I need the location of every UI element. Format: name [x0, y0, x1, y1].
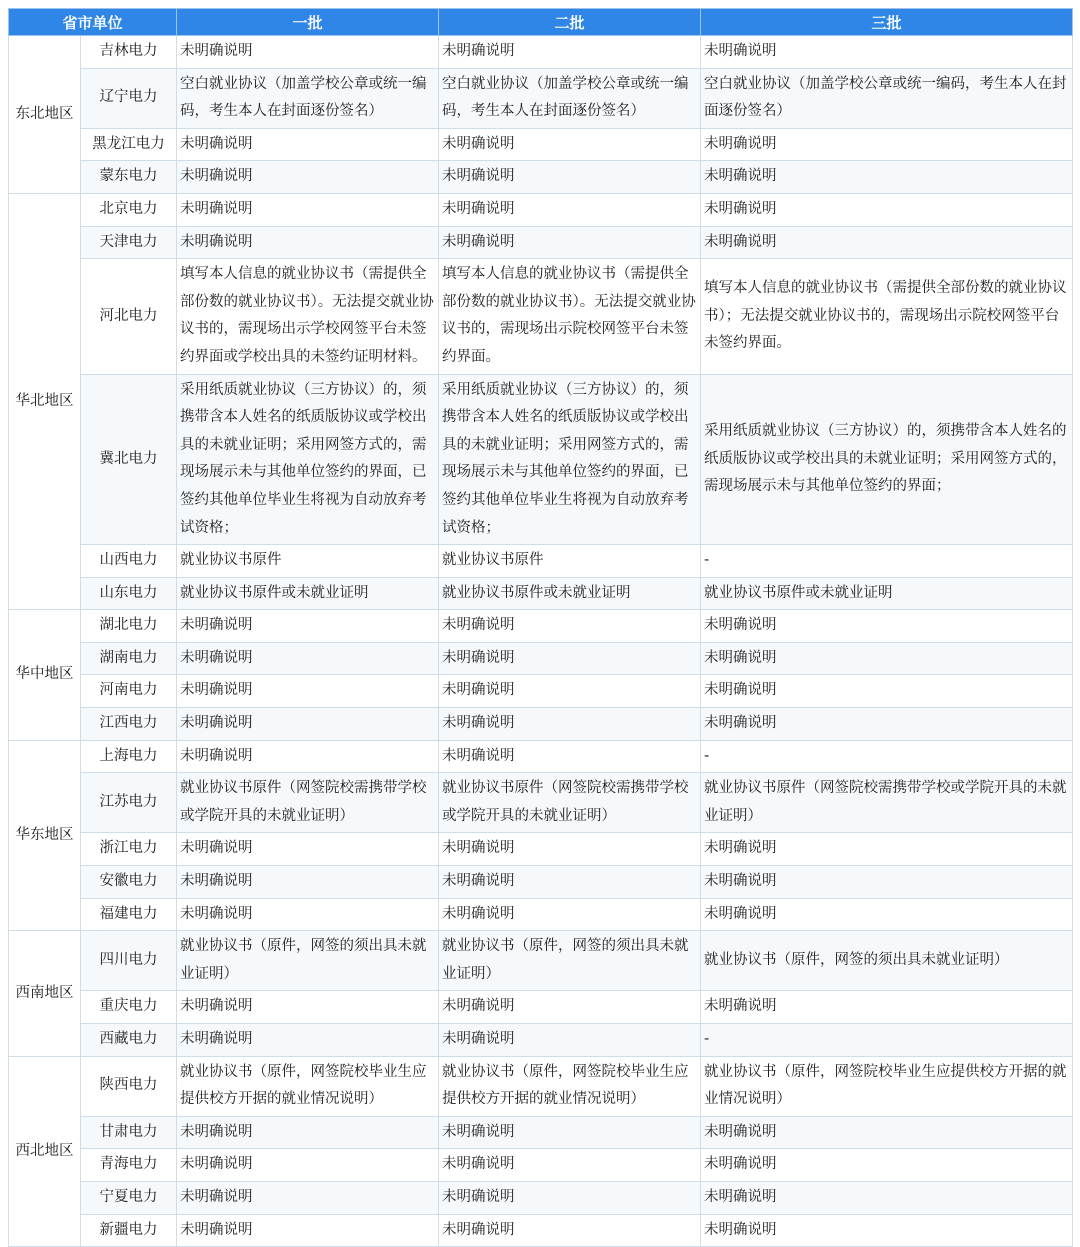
table-row — [9, 259, 1073, 374]
unit-cell: 陕西电力 — [81, 1056, 177, 1116]
batch-2-cell: 未明确说明 — [439, 866, 701, 899]
requirements-table-wrapper — [8, 8, 1072, 1247]
table-row — [9, 226, 1073, 259]
batch-3-cell: 未明确说明 — [701, 642, 1073, 675]
batch-2-cell: 未明确说明 — [439, 1214, 701, 1247]
batch-2-cell: 未明确说明 — [439, 193, 701, 226]
unit-cell: 四川电力 — [81, 931, 177, 991]
batch-1-cell: 空白就业协议（加盖学校公章或统一编码，考生本人在封面逐份签名） — [177, 68, 439, 128]
region-cell: 华中地区 — [9, 610, 81, 740]
batch-2-cell: 就业协议书原件 — [439, 545, 701, 578]
batch-3-cell: 就业协议书（原件，网签的须出具未就业证明） — [701, 931, 1073, 991]
unit-cell: 新疆电力 — [81, 1214, 177, 1247]
table-row — [9, 1056, 1073, 1116]
batch-2-cell: 填写本人信息的就业协议书（需提供全部份数的就业协议书）。无法提交就业协议书的，需现场出示院校网签平台未签约界面。 — [439, 259, 701, 374]
header-batch-3: 三批 — [701, 9, 1073, 36]
batch-2-cell: 未明确说明 — [439, 128, 701, 161]
batch-1-cell: 就业协议书原件（网签院校需携带学校或学院开具的未就业证明） — [177, 773, 439, 833]
region-cell: 东北地区 — [9, 36, 81, 194]
batch-3-cell: 未明确说明 — [701, 1181, 1073, 1214]
batch-1-cell: 填写本人信息的就业协议书（需提供全部份数的就业协议书）。无法提交就业协议书的，需现场出示学校网签平台未签约界面或学校出具的未签约证明材料。 — [177, 259, 439, 374]
batch-3-cell: 空白就业协议（加盖学校公章或统一编码，考生本人在封面逐份签名） — [701, 68, 1073, 128]
batch-1-cell: 未明确说明 — [177, 708, 439, 741]
batch-3-cell: - — [701, 545, 1073, 578]
batch-2-cell: 未明确说明 — [439, 161, 701, 194]
batch-3-cell: 未明确说明 — [701, 128, 1073, 161]
unit-cell: 浙江电力 — [81, 833, 177, 866]
batch-3-cell: - — [701, 740, 1073, 773]
table-row — [9, 991, 1073, 1024]
table-row — [9, 1181, 1073, 1214]
batch-3-cell: 未明确说明 — [701, 193, 1073, 226]
table-row — [9, 1116, 1073, 1149]
unit-cell: 河南电力 — [81, 675, 177, 708]
batch-2-cell: 未明确说明 — [439, 708, 701, 741]
batch-3-cell: 未明确说明 — [701, 1214, 1073, 1247]
batch-3-cell: 未明确说明 — [701, 1149, 1073, 1182]
batch-2-cell: 未明确说明 — [439, 991, 701, 1024]
table-row — [9, 161, 1073, 194]
table-row — [9, 610, 1073, 643]
batch-1-cell: 未明确说明 — [177, 740, 439, 773]
batch-1-cell: 未明确说明 — [177, 991, 439, 1024]
batch-1-cell: 未明确说明 — [177, 833, 439, 866]
batch-1-cell: 未明确说明 — [177, 642, 439, 675]
batch-1-cell: 就业协议书原件 — [177, 545, 439, 578]
batch-2-cell: 未明确说明 — [439, 675, 701, 708]
batch-3-cell: 填写本人信息的就业协议书（需提供全部份数的就业协议书）；无法提交就业协议书的，需现场出示院校网签平台未签约界面。 — [701, 259, 1073, 374]
table-row — [9, 1214, 1073, 1247]
batch-1-cell: 未明确说明 — [177, 675, 439, 708]
batch-1-cell: 未明确说明 — [177, 1214, 439, 1247]
batch-2-cell: 未明确说明 — [439, 226, 701, 259]
batch-3-cell: 就业协议书原件（网签院校需携带学校或学院开具的未就业证明） — [701, 773, 1073, 833]
unit-cell: 山东电力 — [81, 577, 177, 610]
batch-2-cell: 就业协议书（原件，网签的须出具未就业证明） — [439, 931, 701, 991]
batch-1-cell: 未明确说明 — [177, 610, 439, 643]
region-cell: 华北地区 — [9, 193, 81, 609]
batch-3-cell: 未明确说明 — [701, 610, 1073, 643]
batch-2-cell: 未明确说明 — [439, 1024, 701, 1057]
batch-2-cell: 未明确说明 — [439, 740, 701, 773]
requirements-table — [8, 8, 1073, 1247]
header-row — [9, 9, 1073, 36]
unit-cell: 天津电力 — [81, 226, 177, 259]
batch-2-cell: 未明确说明 — [439, 1116, 701, 1149]
batch-2-cell: 就业协议书（原件，网签院校毕业生应提供校方开据的就业情况说明） — [439, 1056, 701, 1116]
batch-1-cell: 未明确说明 — [177, 1181, 439, 1214]
batch-3-cell: 未明确说明 — [701, 708, 1073, 741]
table-row — [9, 931, 1073, 991]
batch-2-cell: 采用纸质就业协议（三方协议）的，须携带含本人姓名的纸质版协议或学校出具的未就业证明；采用网签方式的，需现场展示未与其他单位签约的界面，已签约其他单位毕业生将视为自动放弃考试资格； — [439, 374, 701, 545]
batch-1-cell: 就业协议书原件或未就业证明 — [177, 577, 439, 610]
table-row — [9, 545, 1073, 578]
batch-1-cell: 采用纸质就业协议（三方协议）的，须携带含本人姓名的纸质版协议或学校出具的未就业证明；采用网签方式的，需现场展示未与其他单位签约的界面，已签约其他单位毕业生将视为自动放弃考试资格； — [177, 374, 439, 545]
unit-cell: 黑龙江电力 — [81, 128, 177, 161]
table-row — [9, 68, 1073, 128]
table-body — [9, 36, 1073, 1247]
batch-3-cell: 未明确说明 — [701, 833, 1073, 866]
table-row — [9, 642, 1073, 675]
batch-1-cell: 未明确说明 — [177, 161, 439, 194]
unit-cell: 福建电力 — [81, 898, 177, 931]
batch-3-cell: 未明确说明 — [701, 226, 1073, 259]
unit-cell: 冀北电力 — [81, 374, 177, 545]
region-cell: 西北地区 — [9, 1056, 81, 1247]
batch-2-cell: 就业协议书原件或未就业证明 — [439, 577, 701, 610]
batch-2-cell: 未明确说明 — [439, 1149, 701, 1182]
unit-cell: 上海电力 — [81, 740, 177, 773]
batch-3-cell: 未明确说明 — [701, 36, 1073, 69]
batch-2-cell: 未明确说明 — [439, 898, 701, 931]
unit-cell: 吉林电力 — [81, 36, 177, 69]
unit-cell: 安徽电力 — [81, 866, 177, 899]
table-row — [9, 773, 1073, 833]
unit-cell: 江苏电力 — [81, 773, 177, 833]
unit-cell: 河北电力 — [81, 259, 177, 374]
table-row — [9, 128, 1073, 161]
unit-cell: 山西电力 — [81, 545, 177, 578]
unit-cell: 江西电力 — [81, 708, 177, 741]
region-cell: 西南地区 — [9, 931, 81, 1056]
table-row — [9, 866, 1073, 899]
table-row — [9, 833, 1073, 866]
table-row — [9, 675, 1073, 708]
unit-cell: 湖北电力 — [81, 610, 177, 643]
batch-3-cell: 采用纸质就业协议（三方协议）的，须携带含本人姓名的纸质版协议或学校出具的未就业证明；采用网签方式的，需现场展示未与其他单位签约的界面； — [701, 374, 1073, 545]
unit-cell: 宁夏电力 — [81, 1181, 177, 1214]
batch-1-cell: 未明确说明 — [177, 128, 439, 161]
batch-1-cell: 未明确说明 — [177, 36, 439, 69]
table-row — [9, 1024, 1073, 1057]
unit-cell: 甘肃电力 — [81, 1116, 177, 1149]
unit-cell: 西藏电力 — [81, 1024, 177, 1057]
batch-2-cell: 未明确说明 — [439, 36, 701, 69]
table-row — [9, 193, 1073, 226]
batch-1-cell: 未明确说明 — [177, 866, 439, 899]
batch-1-cell: 未明确说明 — [177, 193, 439, 226]
unit-cell: 湖南电力 — [81, 642, 177, 675]
batch-3-cell: - — [701, 1024, 1073, 1057]
region-cell: 华东地区 — [9, 740, 81, 931]
batch-2-cell: 就业协议书原件（网签院校需携带学校或学院开具的未就业证明） — [439, 773, 701, 833]
batch-1-cell: 未明确说明 — [177, 1116, 439, 1149]
table-row — [9, 740, 1073, 773]
batch-3-cell: 未明确说明 — [701, 866, 1073, 899]
header-batch-2: 二批 — [439, 9, 701, 36]
batch-1-cell: 未明确说明 — [177, 1024, 439, 1057]
batch-3-cell: 未明确说明 — [701, 675, 1073, 708]
batch-3-cell: 未明确说明 — [701, 991, 1073, 1024]
unit-cell: 重庆电力 — [81, 991, 177, 1024]
unit-cell: 辽宁电力 — [81, 68, 177, 128]
batch-2-cell: 未明确说明 — [439, 833, 701, 866]
unit-cell: 青海电力 — [81, 1149, 177, 1182]
batch-1-cell: 就业协议书（原件，网签的须出具未就业证明） — [177, 931, 439, 991]
batch-3-cell: 未明确说明 — [701, 898, 1073, 931]
table-row — [9, 36, 1073, 69]
batch-3-cell: 未明确说明 — [701, 161, 1073, 194]
table-row — [9, 577, 1073, 610]
unit-cell: 蒙东电力 — [81, 161, 177, 194]
batch-1-cell: 未明确说明 — [177, 1149, 439, 1182]
header-batch-1: 一批 — [177, 9, 439, 36]
unit-cell: 北京电力 — [81, 193, 177, 226]
batch-3-cell: 就业协议书原件或未就业证明 — [701, 577, 1073, 610]
batch-2-cell: 未明确说明 — [439, 1181, 701, 1214]
batch-2-cell: 未明确说明 — [439, 642, 701, 675]
header-unit: 省市单位 — [9, 9, 177, 36]
table-row — [9, 374, 1073, 545]
batch-1-cell: 未明确说明 — [177, 898, 439, 931]
batch-1-cell: 未明确说明 — [177, 226, 439, 259]
batch-2-cell: 未明确说明 — [439, 610, 701, 643]
batch-3-cell: 就业协议书（原件，网签院校毕业生应提供校方开据的就业情况说明） — [701, 1056, 1073, 1116]
batch-3-cell: 未明确说明 — [701, 1116, 1073, 1149]
table-row — [9, 708, 1073, 741]
batch-2-cell: 空白就业协议（加盖学校公章或统一编码，考生本人在封面逐份签名） — [439, 68, 701, 128]
batch-1-cell: 就业协议书（原件，网签院校毕业生应提供校方开据的就业情况说明） — [177, 1056, 439, 1116]
table-row — [9, 898, 1073, 931]
